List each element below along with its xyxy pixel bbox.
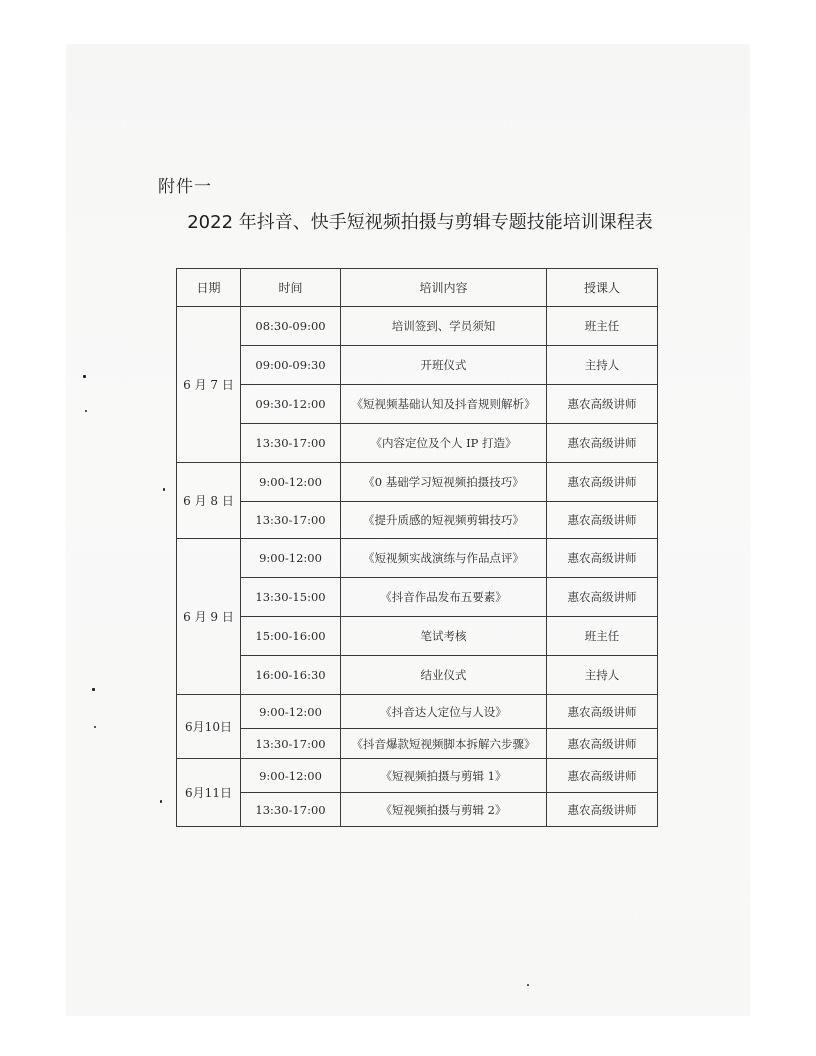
time-cell: 13:30-17:00 — [241, 729, 341, 759]
time-cell: 09:00-09:30 — [241, 346, 341, 385]
time-cell: 15:00-16:00 — [241, 617, 341, 656]
table-row — [177, 346, 658, 385]
content-cell: 《短视频拍摄与剪辑 1》 — [341, 759, 547, 793]
instructor-cell: 惠农高级讲师 — [547, 539, 658, 578]
time-cell: 13:30-17:00 — [241, 793, 341, 827]
instructor-cell: 惠农高级讲师 — [547, 729, 658, 759]
table-row — [177, 759, 658, 793]
content-cell: 笔试考核 — [341, 617, 547, 656]
instructor-cell: 惠农高级讲师 — [547, 578, 658, 617]
scan-speck — [163, 488, 165, 491]
instructor-cell: 惠农高级讲师 — [547, 424, 658, 463]
time-cell: 09:30-12:00 — [241, 385, 341, 424]
time-cell: 9:00-12:00 — [241, 539, 341, 578]
instructor-cell: 主持人 — [547, 346, 658, 385]
instructor-cell: 班主任 — [547, 617, 658, 656]
header-content: 培训内容 — [341, 269, 547, 307]
table-row — [177, 385, 658, 424]
content-cell: 《抖音爆款短视频脚本拆解六步骤》 — [341, 729, 547, 759]
table-row — [177, 502, 658, 539]
date-cell: 6 月 9 日 — [177, 539, 241, 695]
scan-speck — [527, 984, 529, 986]
instructor-cell: 惠农高级讲师 — [547, 793, 658, 827]
content-cell: 开班仪式 — [341, 346, 547, 385]
scan-speck — [85, 410, 87, 412]
date-cell: 6 月 8 日 — [177, 463, 241, 539]
table-row — [177, 793, 658, 827]
instructor-cell: 惠农高级讲师 — [547, 463, 658, 502]
document-title: 2022 年抖音、快手短视频拍摄与剪辑专题技能培训课程表 — [187, 212, 653, 233]
content-cell: 《抖音达人定位与人设》 — [341, 695, 547, 729]
scan-speck — [94, 726, 96, 728]
header-time: 时间 — [241, 269, 341, 307]
time-cell: 13:30-17:00 — [241, 502, 341, 539]
time-cell: 08:30-09:00 — [241, 307, 341, 346]
date-cell: 6 月 7 日 — [177, 307, 241, 463]
content-cell: 《短视频拍摄与剪辑 2》 — [341, 793, 547, 827]
instructor-cell: 主持人 — [547, 656, 658, 695]
time-cell: 16:00-16:30 — [241, 656, 341, 695]
content-cell: 结业仪式 — [341, 656, 547, 695]
instructor-cell: 惠农高级讲师 — [547, 502, 658, 539]
content-cell: 《提升质感的短视频剪辑技巧》 — [341, 502, 547, 539]
table-row — [177, 463, 658, 502]
date-cell: 6月11日 — [177, 759, 241, 827]
table-row — [177, 656, 658, 695]
table-row — [177, 307, 658, 346]
instructor-cell: 惠农高级讲师 — [547, 759, 658, 793]
instructor-cell: 惠农高级讲师 — [547, 695, 658, 729]
header-instructor: 授课人 — [547, 269, 658, 307]
table-row — [177, 729, 658, 759]
content-cell: 培训签到、学员须知 — [341, 307, 547, 346]
table-row — [177, 617, 658, 656]
scan-speck — [160, 800, 162, 803]
table-header-row — [177, 269, 658, 307]
scan-speck — [92, 688, 95, 691]
instructor-cell: 惠农高级讲师 — [547, 385, 658, 424]
attachment-label: 附件一 — [158, 177, 212, 197]
table-row — [177, 424, 658, 463]
course-schedule-table — [176, 268, 658, 827]
content-cell: 《0 基础学习短视频拍摄技巧》 — [341, 463, 547, 502]
time-cell: 9:00-12:00 — [241, 759, 341, 793]
content-cell: 《内容定位及个人 IP 打造》 — [341, 424, 547, 463]
time-cell: 9:00-12:00 — [241, 695, 341, 729]
table-row — [177, 578, 658, 617]
time-cell: 9:00-12:00 — [241, 463, 341, 502]
table-row — [177, 539, 658, 578]
time-cell: 13:30-17:00 — [241, 424, 341, 463]
table-row — [177, 695, 658, 729]
instructor-cell: 班主任 — [547, 307, 658, 346]
header-date: 日期 — [177, 269, 241, 307]
scan-speck — [83, 375, 86, 378]
content-cell: 《抖音作品发布五要素》 — [341, 578, 547, 617]
time-cell: 13:30-15:00 — [241, 578, 341, 617]
content-cell: 《短视频实战演练与作品点评》 — [341, 539, 547, 578]
content-cell: 《短视频基础认知及抖音规则解析》 — [341, 385, 547, 424]
date-cell: 6月10日 — [177, 695, 241, 759]
